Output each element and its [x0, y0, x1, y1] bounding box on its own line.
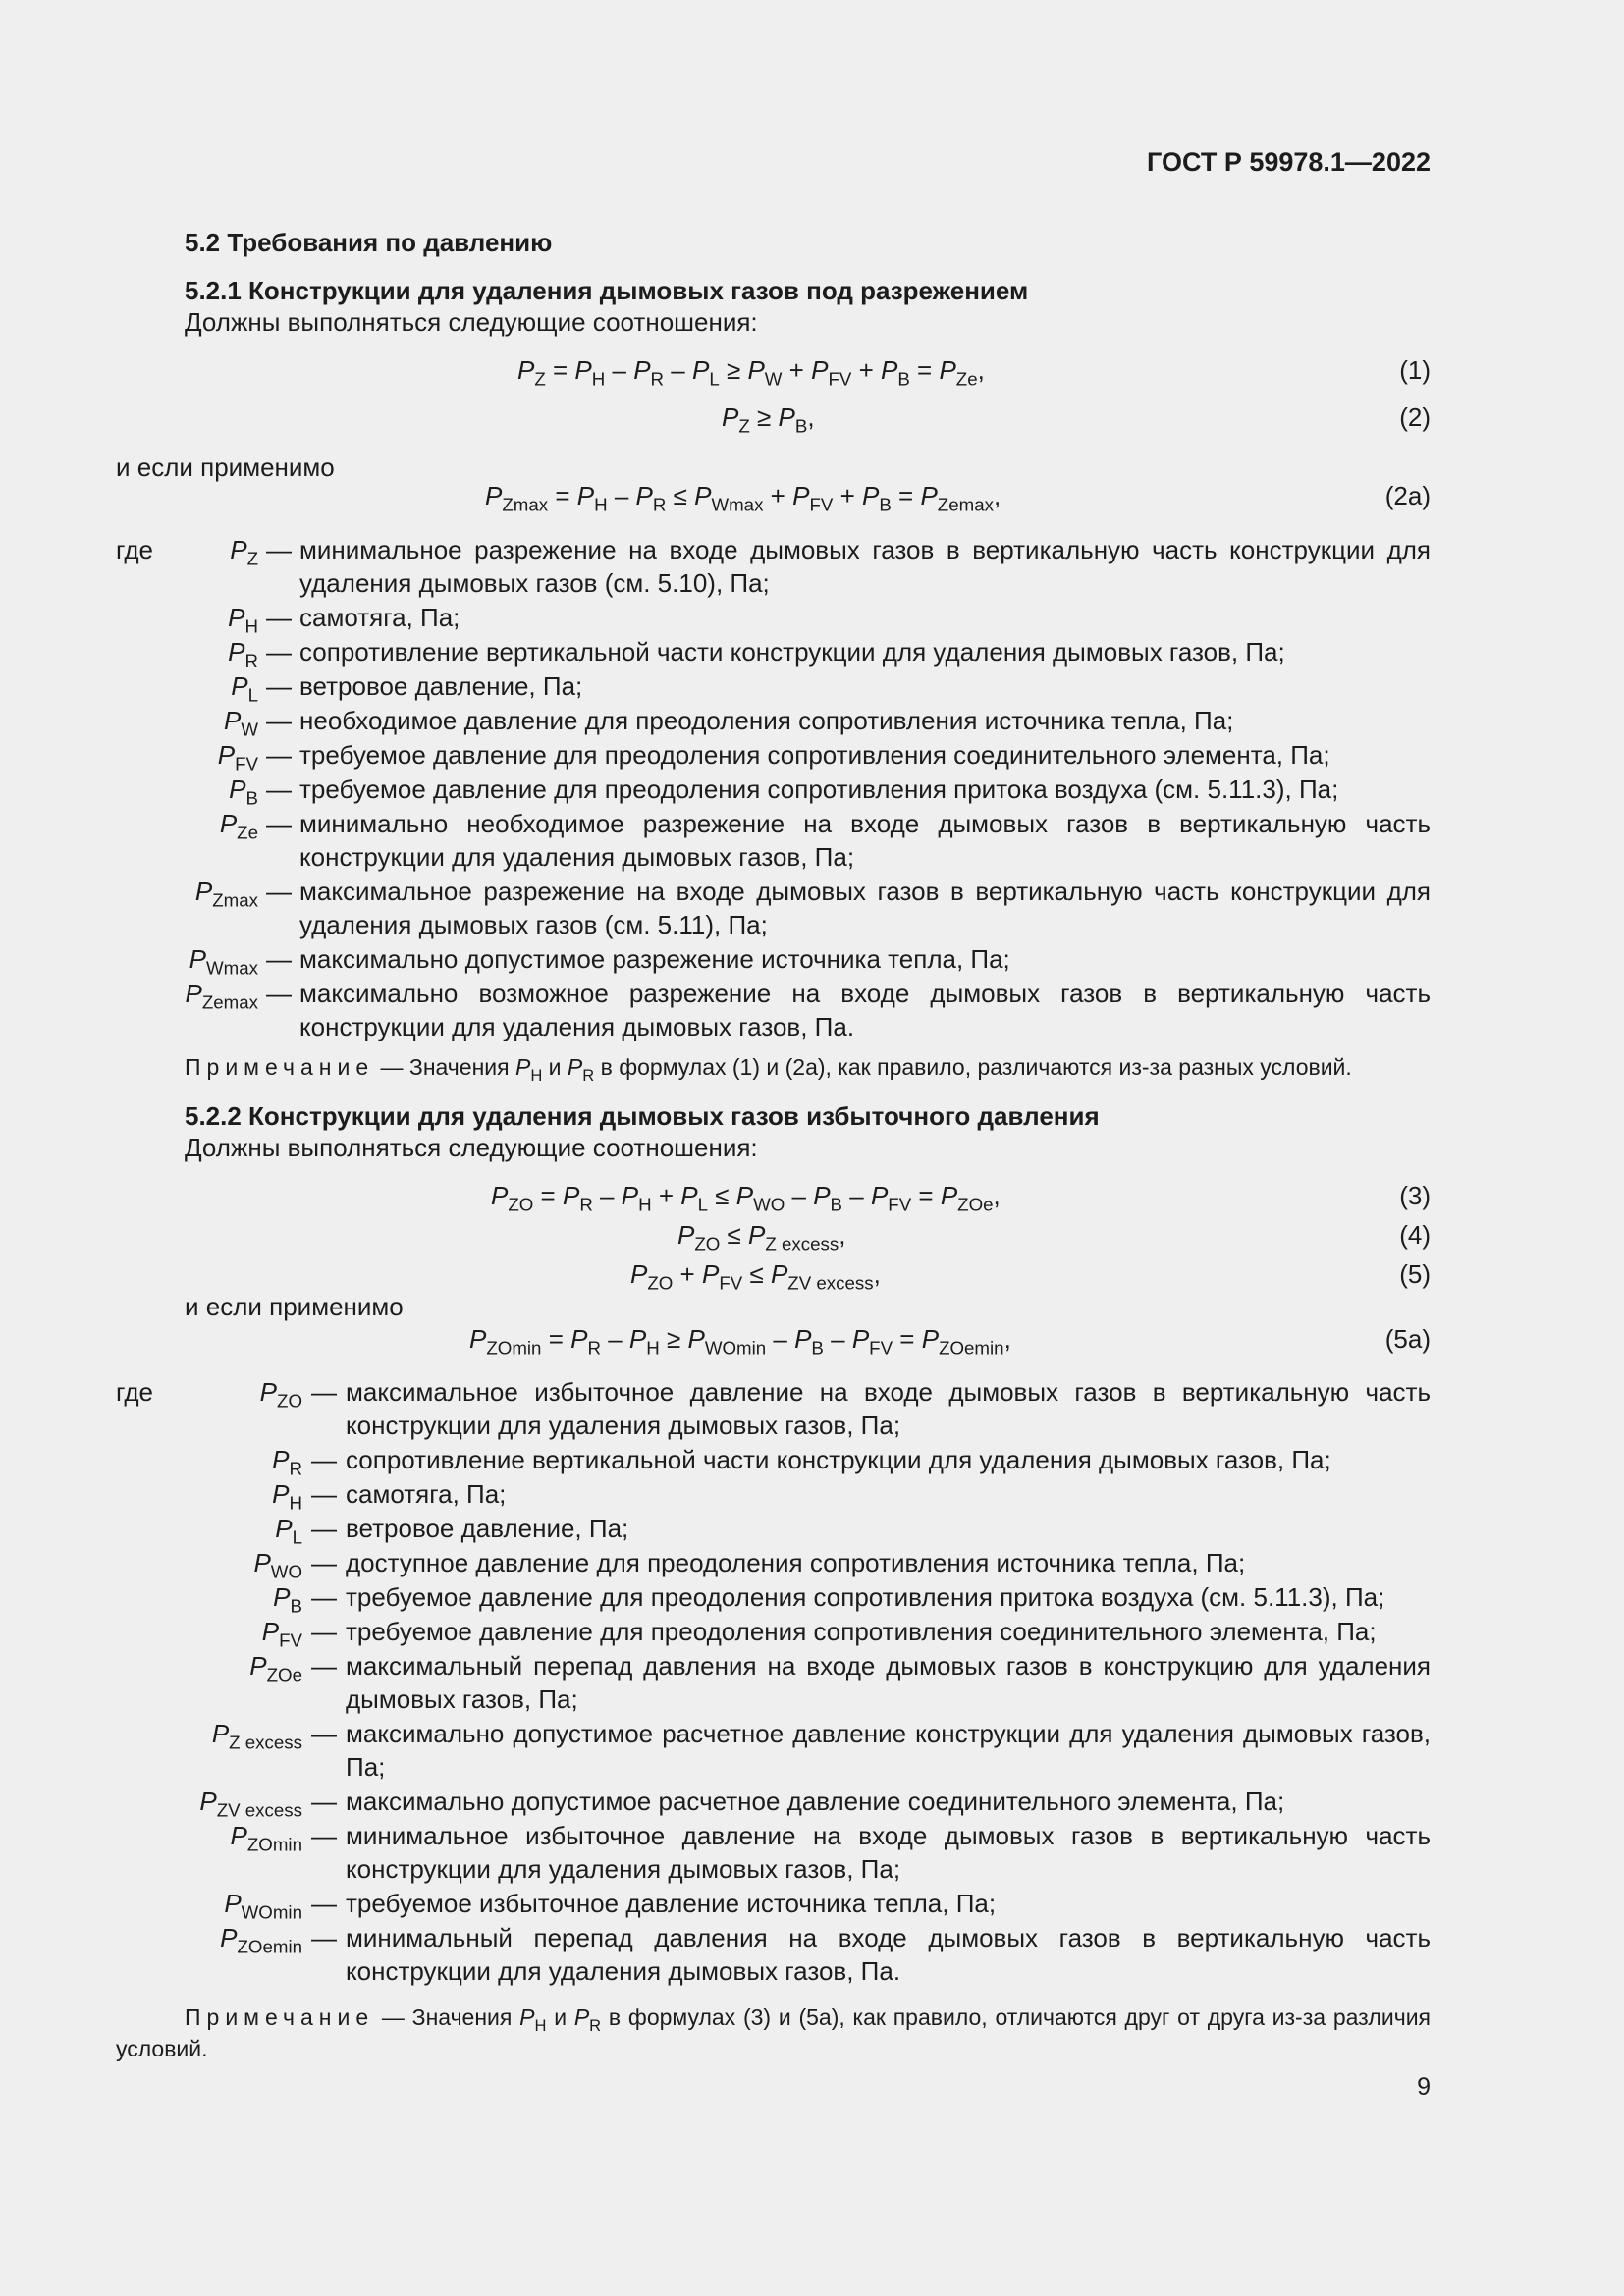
symbol: $P_{Ze}$ — [219, 809, 258, 843]
definition-item: $P_{Ze}$ — минимально необходимое разрежение на входе дымовых газов в вертикальную часть конструкции для удаления дымовых газов, Па; — [155, 807, 1431, 874]
note-2: Примечание — Значения $P_H$ и $P_R$ в формулах (3) и (5а), как правило, отличаются друг от друга из-за различия условий. — [116, 2004, 1431, 2061]
definition-item: $P_{FV}$ — требуемое давление для преодоления сопротивления соединительного элемента, Па; — [155, 738, 1431, 772]
definition-item: $P_{Zemax}$ — максимально возможное разрежение на входе дымовых газов в вертикальную часть конструкции для удаления дымовых газов, Па. — [155, 977, 1431, 1043]
definition-item: $P_B$ — требуемое давление для преодоления сопротивления притока воздуха (см. 5.11.3), Па; — [155, 773, 1431, 806]
intro-text: Должны выполняться следующие соотношения: — [185, 1133, 758, 1162]
definition-item: $P_L$ — ветровое давление, Па; — [155, 669, 1431, 703]
page-number: 9 — [1417, 2073, 1431, 2101]
definitions-list-1 — [155, 533, 1431, 1044]
section-heading-5-2-2: 5.2.2 Конструкции для удаления дымовых газов избыточного давления — [185, 1101, 1100, 1131]
symbol: $P_{Zmax}$ — [194, 877, 258, 911]
symbol: $P_{Z excess}$ — [211, 1719, 302, 1753]
definitions-list-2 — [155, 1375, 1431, 1989]
symbol: $P_{ZOemin}$ — [220, 1923, 302, 1957]
symbol: $P_L$ — [231, 671, 258, 706]
symbol: $P_{Wmax}$ — [189, 944, 258, 979]
if-applicable-text: и если применимо — [116, 453, 335, 482]
definition-item: $P_{ZOemin}$ — минимальный перепад давления на входе дымовых газов в вертикальную часть конструкции для удаления дымовых газов, Па. — [155, 1921, 1431, 1988]
definition-item: $P_{Zmax}$ — максимальное разрежение на входе дымовых газов в вертикальную часть конструкции для удаления дымовых газов (см. 5.11), Па; — [155, 875, 1431, 941]
note-1: Примечание — Значения $P_H$ и $P_R$ в формулах (1) и (2а), как правило, различаются из-за разных условий. — [185, 1054, 1352, 1085]
formula-expression: $P_{ZO} \le P_{Z excess}$, — [677, 1220, 846, 1255]
definition-item: $P_L$ — ветровое давление, Па; — [155, 1512, 1431, 1545]
definition-item: $P_{ZOe}$ — максимальный перепад давления на входе дымовых газов в конструкцию для удаления дымовых газов, Па; — [155, 1649, 1431, 1716]
formula-number: (3) — [1399, 1181, 1431, 1210]
definition-item: $P_{Z excess}$ — максимально допустимое расчетное давление конструкции для удаления дымовых газов, Па; — [155, 1717, 1431, 1784]
if-applicable-text: и если применимо — [185, 1292, 404, 1321]
formula-number: (4) — [1399, 1220, 1431, 1250]
symbol: $P_{FV}$ — [261, 1617, 302, 1651]
where-label: где — [116, 535, 153, 564]
definition-item: $P_W$ — необходимое давление для преодоления сопротивления источника тепла, Па; — [155, 704, 1431, 737]
symbol: $P_H$ — [272, 1479, 302, 1514]
formula-expression: $P_{ZOmin} = P_R - P_H \ge P_{WOmin} - P_B - P_{FV} = P_{ZOemin}$, — [469, 1324, 1011, 1359]
definition-item: $P_{ZOmin}$ — минимальное избыточное давление на входе дымовых газов в вертикальную часть конструкции для удаления дымовых газов, Па; — [155, 1819, 1431, 1886]
symbol: $P_{WO}$ — [253, 1548, 302, 1582]
formula-expression: $P_Z = P_H - P_R - P_L \ge P_W + P_{FV} + P_B = P_{Ze}$, — [517, 355, 985, 390]
definition-item: $P_{WOmin}$ — требуемое избыточное давление источника тепла, Па; — [155, 1887, 1431, 1920]
symbol: $P_{FV}$ — [217, 740, 258, 774]
symbol: $P_{Zemax}$ — [185, 979, 258, 1013]
symbol: $P_H$ — [228, 603, 258, 637]
formula-number: (2) — [1399, 402, 1431, 432]
symbol: $P_L$ — [275, 1514, 302, 1548]
definition-item: $P_H$ — самотяга, Па; — [155, 1477, 1431, 1511]
formula-number: (2а) — [1384, 481, 1431, 510]
formula-expression: $P_{ZO} = P_R - P_H + P_L \le P_{WO} - P_B - P_{FV} = P_{ZOe}$, — [491, 1181, 1001, 1215]
section-heading-5-2: 5.2 Требования по давлению — [185, 228, 553, 257]
symbol: $P_R$ — [228, 637, 258, 671]
intro-text: Должны выполняться следующие соотношения: — [185, 307, 758, 337]
symbol: $P_{ZV excess}$ — [199, 1787, 302, 1821]
formula-number: (5) — [1399, 1259, 1431, 1289]
definition-item: $P_Z$ — минимальное разрежение на входе дымовых газов в вертикальную часть конструкции для удаления дымовых газов (см. 5.10), Па; — [155, 533, 1431, 600]
definition-item: $P_B$ — требуемое давление для преодоления сопротивления притока воздуха (см. 5.11.3), Па; — [155, 1580, 1431, 1614]
definition-item: $P_H$ — самотяга, Па; — [155, 601, 1431, 634]
symbol: $P_W$ — [224, 706, 258, 740]
formula-number: (5а) — [1384, 1324, 1431, 1354]
symbol: $P_{WOmin}$ — [224, 1889, 302, 1923]
definition-item: $P_{ZO}$ — максимальное избыточное давление на входе дымовых газов в вертикальную часть конструкции для удаления дымовых газов, Па; — [155, 1375, 1431, 1442]
where-label: где — [116, 1377, 153, 1407]
standard-designation: ГОСТ Р 59978.1—2022 — [1147, 147, 1431, 177]
formula-expression: $P_{Zmax} = P_H - P_R \le P_{Wmax} + P_{FV} + P_B = P_{Zemax}$, — [485, 481, 1001, 515]
definition-item: $P_{FV}$ — требуемое давление для преодоления сопротивления соединительного элемента, Па; — [155, 1615, 1431, 1648]
formula-expression: $P_Z \ge P_B$, — [722, 402, 815, 437]
definition-item: $P_R$ — сопротивление вертикальной части конструкции для удаления дымовых газов, Па; — [155, 635, 1431, 668]
section-heading-5-2-1: 5.2.1 Конструкции для удаления дымовых газов под разрежением — [185, 276, 1029, 305]
symbol: $P_{ZOe}$ — [249, 1651, 302, 1685]
definition-item: $P_{ZV excess}$ — максимально допустимое расчетное давление соединительного элемента, Па; — [155, 1785, 1431, 1818]
symbol: $P_B$ — [273, 1582, 302, 1617]
symbol: $P_B$ — [229, 774, 258, 809]
definition-item: $P_{Wmax}$ — максимально допустимое разрежение источника тепла, Па; — [155, 942, 1431, 976]
symbol: $P_Z$ — [230, 535, 258, 569]
symbol: $P_R$ — [272, 1445, 302, 1479]
formula-expression: $P_{ZO} + P_{FV} \le P_{ZV excess}$, — [630, 1259, 881, 1294]
formula-number: (1) — [1399, 355, 1431, 385]
symbol: $P_{ZO}$ — [259, 1377, 302, 1412]
definition-item: $P_{WO}$ — доступное давление для преодоления сопротивления источника тепла, Па; — [155, 1546, 1431, 1579]
definition-item: $P_R$ — сопротивление вертикальной части конструкции для удаления дымовых газов, Па; — [155, 1443, 1431, 1476]
symbol: $P_{ZOmin}$ — [230, 1821, 302, 1855]
